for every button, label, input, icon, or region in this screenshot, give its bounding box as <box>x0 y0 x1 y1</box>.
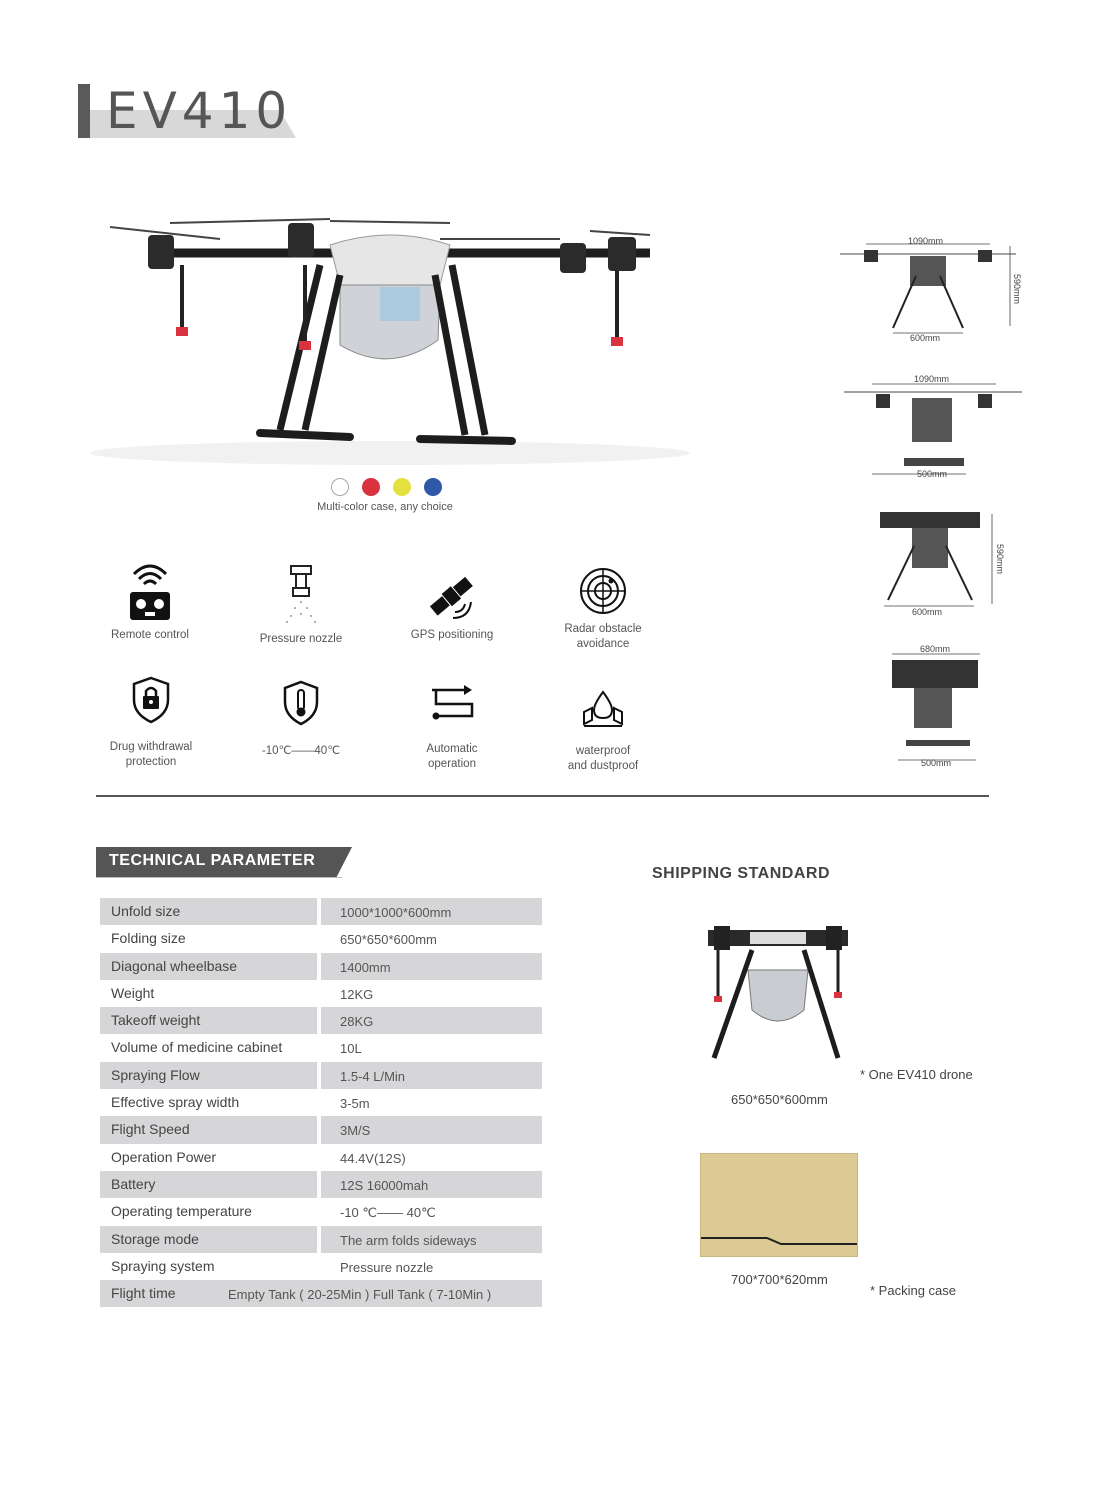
lock-shield-icon <box>131 676 171 724</box>
feature-label-line: operation <box>428 758 476 770</box>
pressure-nozzle-icon <box>281 564 321 626</box>
parameter-table <box>100 898 542 1307</box>
feature-label: -10℃——40℃ <box>261 745 341 757</box>
table-row <box>100 1116 542 1143</box>
packing-case-image <box>700 1153 858 1257</box>
table-row <box>100 1226 542 1253</box>
param-value: Pressure nozzle <box>340 1259 434 1275</box>
param-key: Effective spray width <box>111 1094 240 1111</box>
route-icon <box>428 684 476 724</box>
param-value: 1400mm <box>321 953 542 980</box>
param-key: Takeoff weight <box>100 1007 317 1034</box>
param-key: Operation Power <box>111 1148 217 1165</box>
param-value: 1000*1000*600mm <box>321 898 542 925</box>
param-key: Diagonal wheelbase <box>100 953 317 980</box>
feature-label-multiline <box>538 744 668 774</box>
gps-satellite-icon <box>425 572 479 622</box>
feature-label-line: avoidance <box>576 638 630 650</box>
param-key: Folding size <box>111 930 186 947</box>
technical-header-rule <box>96 877 342 878</box>
table-row <box>100 1089 542 1116</box>
feature-label: Remote control <box>111 629 189 641</box>
param-value: 28KG <box>321 1007 542 1034</box>
dim-width: 680mm <box>920 644 951 654</box>
water-drop-icon <box>580 688 626 728</box>
param-value: -10 ℃—— 40℃ <box>340 1205 436 1221</box>
table-row <box>100 925 542 952</box>
color-option-white <box>331 478 349 496</box>
param-key: Weight <box>111 984 155 1001</box>
param-key: Operating temperature <box>111 1203 252 1220</box>
title-accent-bar <box>78 84 90 138</box>
feature-label-multiline <box>86 740 216 770</box>
product-title-block <box>78 84 296 138</box>
param-key: Flight Speed <box>100 1116 317 1143</box>
dimension-view-folded-side <box>884 640 988 770</box>
feature-label-line: and dustproof <box>567 760 639 772</box>
table-row <box>100 898 542 925</box>
dim-height: 590mm <box>995 544 1005 575</box>
feature-pressure-nozzle <box>236 564 366 647</box>
feature-label-line: Drug withdrawal <box>109 741 193 753</box>
feature-gps <box>387 572 517 643</box>
param-key: Battery <box>100 1171 317 1198</box>
feature-label: GPS positioning <box>410 629 494 641</box>
param-value: 44.4V(12S) <box>340 1150 406 1166</box>
feature-label-line: waterproof <box>575 745 631 757</box>
table-row <box>100 980 542 1007</box>
color-option-yellow <box>393 478 411 496</box>
param-value: 12KG <box>340 986 374 1002</box>
remote-control-icon <box>128 560 172 622</box>
feature-label: Pressure nozzle <box>259 633 343 645</box>
drone-main-image <box>90 205 710 475</box>
dim-width: 1090mm <box>908 236 944 246</box>
dim-base: 600mm <box>912 607 943 617</box>
dimension-view-side <box>842 374 1026 484</box>
packing-case-note: * Packing case <box>870 1283 956 1298</box>
table-row <box>100 1280 542 1307</box>
feature-waterproof <box>538 688 668 774</box>
radar-icon <box>578 566 628 616</box>
param-value: 3M/S <box>321 1116 542 1143</box>
dim-width: 1090mm <box>914 374 950 384</box>
table-row <box>100 1144 542 1171</box>
technical-title: TECHNICAL PARAMETER <box>109 852 316 869</box>
dim-base: 600mm <box>910 333 941 343</box>
dim-base: 500mm <box>921 758 952 768</box>
dim-height: 590mm <box>1012 274 1022 305</box>
product-model-title: EV410 <box>106 82 293 140</box>
packing-case-size: 700*700*620mm <box>731 1272 828 1287</box>
color-caption: Multi-color case, any choice <box>317 501 453 513</box>
table-row <box>100 953 542 980</box>
param-value: The arm folds sideways <box>321 1226 542 1253</box>
param-key: Flight time <box>111 1285 176 1302</box>
feature-label-multiline <box>538 622 668 652</box>
feature-label-line: Automatic <box>426 743 478 755</box>
table-row <box>100 1007 542 1034</box>
section-divider <box>96 795 989 797</box>
feature-label-line: Radar obstacle <box>564 623 642 635</box>
feature-radar <box>538 566 668 652</box>
param-value: 12S 16000mah <box>321 1171 542 1198</box>
param-key: Unfold size <box>100 898 317 925</box>
feature-automatic-operation <box>387 684 517 772</box>
shipping-drone-size: 650*650*600mm <box>731 1092 828 1107</box>
param-key: Spraying system <box>111 1257 215 1274</box>
param-value: 10L <box>340 1041 362 1057</box>
param-value: Empty Tank ( 20-25Min ) Full Tank ( 7-10Min ) <box>228 1287 492 1303</box>
param-key: Volume of medicine cabinet <box>111 1039 283 1056</box>
shipping-drone-image <box>700 920 856 1066</box>
thermometer-shield-icon <box>282 680 320 726</box>
shipping-title: SHIPPING STANDARD <box>652 865 830 882</box>
feature-label-line: protection <box>125 756 177 768</box>
feature-temperature <box>236 680 366 759</box>
dim-base: 500mm <box>917 469 948 479</box>
table-row <box>100 1253 542 1280</box>
color-option-blue <box>424 478 442 496</box>
param-key: Storage mode <box>100 1226 317 1253</box>
shipping-drone-note: * One EV410 drone <box>860 1067 973 1082</box>
dimension-view-folded-front <box>874 506 1014 618</box>
table-row <box>100 1034 542 1061</box>
table-row <box>100 1198 542 1225</box>
feature-drug-withdrawal <box>86 676 216 770</box>
feature-remote-control <box>85 560 215 643</box>
param-key: Spraying Flow <box>100 1062 317 1089</box>
table-row <box>100 1171 542 1198</box>
param-value: 1.5-4 L/Min <box>321 1062 542 1089</box>
dimension-view-front <box>838 236 1028 344</box>
feature-label-multiline <box>387 742 517 772</box>
color-option-red <box>362 478 380 496</box>
table-row <box>100 1062 542 1089</box>
param-value: 3-5m <box>340 1096 370 1112</box>
param-value: 650*650*600mm <box>340 932 437 948</box>
